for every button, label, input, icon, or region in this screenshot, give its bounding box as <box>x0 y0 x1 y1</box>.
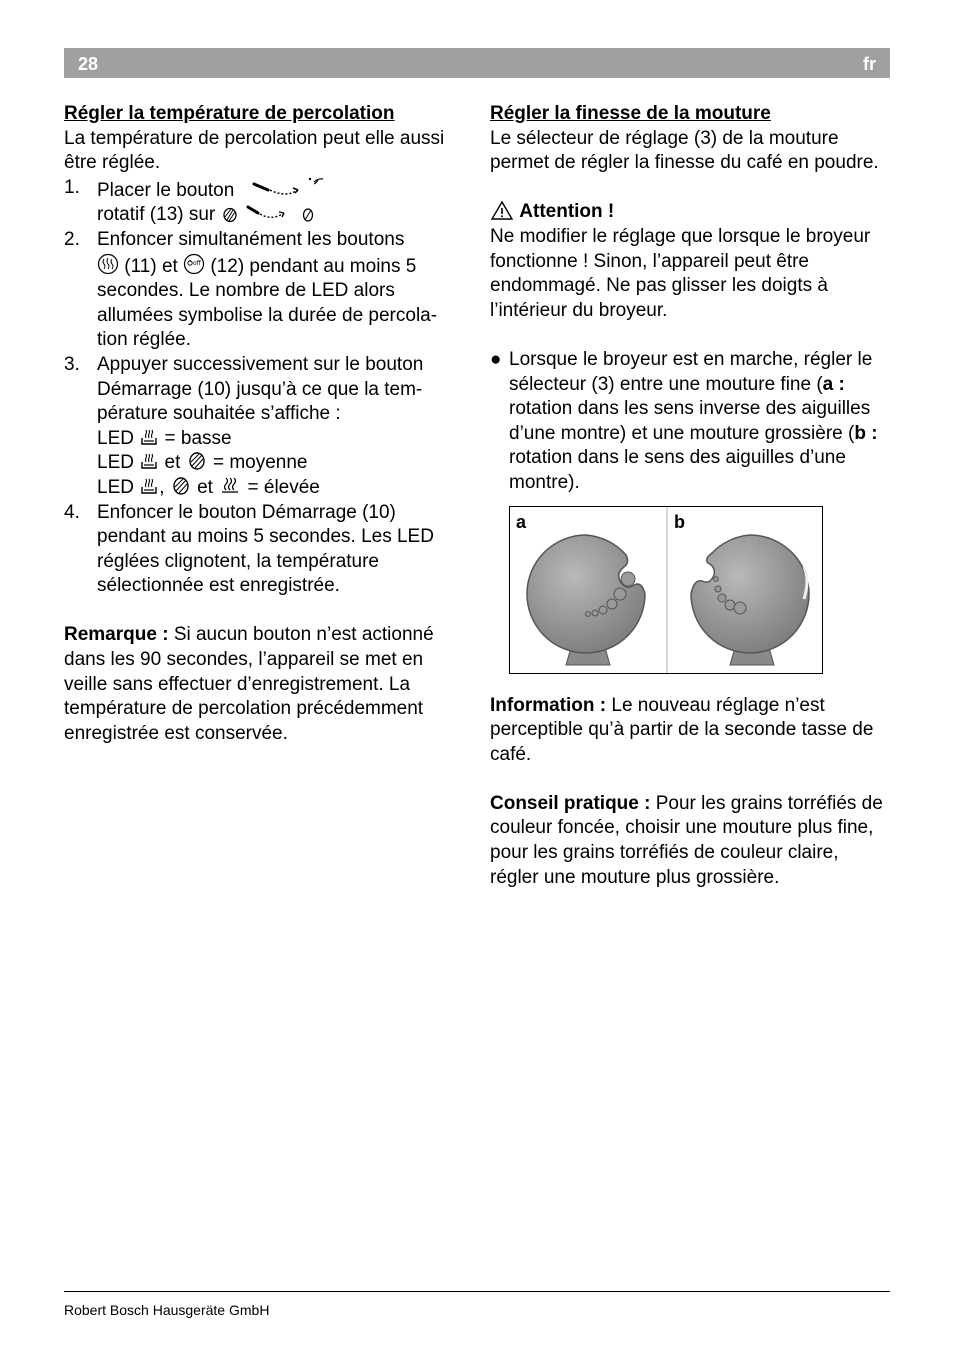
bullet-text-2: rotation dans les sens inverse des aiguilles d’une montre) et une mouture grossière ( <box>509 398 871 444</box>
step-number: 3. <box>64 353 80 375</box>
language-code: fr <box>863 54 876 74</box>
attention-text: Ne modifier le réglage que lorsque le broyeur fonctionne ! Sinon, l’appareil peut être endommagé. Ne pas glisser les doigts à l’intérieur du broyeur. <box>490 225 871 321</box>
temperature-steps <box>64 176 464 599</box>
rotary-knob-icon <box>248 176 328 198</box>
page-number: 28 <box>78 54 99 74</box>
led-label: LED <box>97 452 134 474</box>
temperature-low-icon <box>139 476 159 496</box>
information-label: Information : <box>490 694 607 716</box>
conjunction-text: et <box>164 452 181 474</box>
bullet-dot-icon: ● <box>490 348 502 370</box>
footer-divider <box>64 1291 890 1292</box>
temperature-intro: La température de percolation peut elle aussi être réglée. <box>64 127 445 174</box>
figure-label-b: b <box>674 511 685 532</box>
step-4-text: Enfoncer le bouton Démarrage (10) pendant au moins 5 secondes. Les LED réglées clignotent, la température sélectionnée est enregistrée. <box>97 501 434 597</box>
temperature-low-icon <box>139 451 159 471</box>
grind-dial-coarse-illustration <box>686 519 816 669</box>
temperature-low-text: = basse <box>164 427 232 449</box>
power-off-button-icon <box>183 253 205 275</box>
step-4 <box>64 501 464 599</box>
right-column <box>490 102 890 890</box>
page-header-bar <box>64 48 890 78</box>
bullet-text-3: rotation dans le sens des aiguilles d’une montre). <box>509 447 846 493</box>
grind-selector-figure <box>509 506 823 674</box>
temperature-high-icon <box>218 476 242 496</box>
bean-strong-icon <box>221 207 239 223</box>
remark-text: Si aucun bouton n’est actionné dans les 90 secondes, l’appareil se met en veille sans effectuer d’enregistrement. La température de percolation précédemment enregistrée est conservée. <box>64 624 434 744</box>
temperature-medium-text: = moyenne <box>212 452 308 474</box>
step-2-text-a: Enfoncer simultanément les boutons <box>97 228 405 250</box>
svg-text:off: off <box>193 259 201 267</box>
step-3 <box>64 353 464 501</box>
led-label: LED <box>97 427 134 449</box>
steam-button-icon <box>97 253 119 275</box>
temperature-medium-icon <box>170 476 192 496</box>
remark-label: Remarque : <box>64 624 169 646</box>
led-label: LED <box>97 476 134 498</box>
bean-mild-icon <box>301 207 315 223</box>
attention-heading <box>490 200 890 225</box>
tip-label: Conseil pratique : <box>490 792 651 814</box>
figure-divider <box>666 507 668 673</box>
knob-arrow-icon <box>244 205 296 223</box>
step-1-text-a: Placer le bouton <box>97 179 235 201</box>
step-number: 1. <box>64 176 80 198</box>
tip-text: Pour les grains torréfiés de couleur foncée, choisir une mouture plus fine, pour les grains torréfiés de couleur claire, régler une mouture plus grossière. <box>490 792 883 888</box>
grind-dial-fine-illustration <box>524 519 654 669</box>
step-2 <box>64 228 464 353</box>
section-title-grind: Régler la finesse de la mouture <box>490 103 771 124</box>
remark-paragraph <box>64 623 464 746</box>
separator-text: , <box>159 476 165 498</box>
attention-label: Attention ! <box>519 201 615 223</box>
step-2-text-c: (12) pendant au moins 5 secondes. Le nombre de LED alors allumées symbolise la durée de percola-tion réglée. <box>97 255 438 351</box>
information-text: Le nouveau réglage n’est perceptible qu’à partir de la seconde tasse de café. <box>490 694 874 765</box>
temperature-medium-icon <box>186 451 208 471</box>
warning-triangle-icon <box>490 200 514 220</box>
information-paragraph <box>490 694 890 768</box>
label-a-inline: a : <box>822 373 845 395</box>
step-2-text-b: (11) et <box>124 255 178 277</box>
figure-label-a: a <box>516 511 527 532</box>
step-1 <box>64 176 464 228</box>
temperature-low-icon <box>139 427 159 447</box>
temperature-high-text: = élevée <box>247 476 320 498</box>
section-title-temperature: Régler la température de percolation <box>64 103 395 124</box>
footer-company: Robert Bosch Hausgeräte GmbH <box>64 1302 270 1318</box>
step-1-text-b: rotatif (13) sur <box>97 204 216 226</box>
label-b-inline: b : <box>854 422 878 444</box>
step-number: 4. <box>64 501 80 523</box>
bullet-text-1: Lorsque le broyeur est en marche, régler le sélecteur (3) entre une mouture fine ( <box>509 348 873 395</box>
tip-paragraph <box>490 792 890 890</box>
step-3-text: Appuyer successivement sur le bouton Démarrage (10) jusqu’à ce que la tem-pérature souhaitée s’affiche : <box>97 353 424 425</box>
grind-intro: Le sélecteur de réglage (3) de la mouture permet de régler la finesse du café en poudre. <box>490 127 879 174</box>
grind-adjust-bullet <box>490 348 890 496</box>
conjunction-text: et <box>197 476 213 498</box>
step-number: 2. <box>64 228 80 250</box>
left-column <box>64 102 464 746</box>
